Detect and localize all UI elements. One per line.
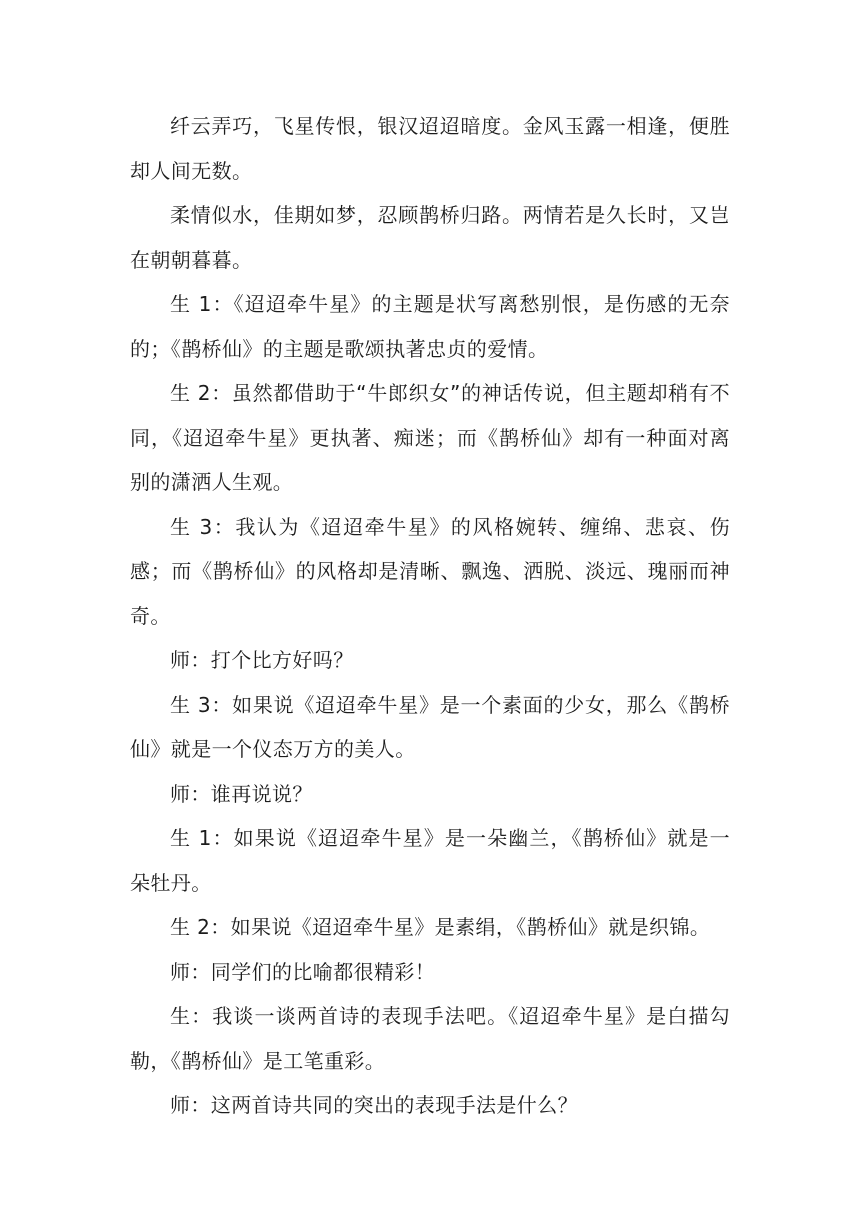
dialogue-paragraph: 生：我谈一谈两首诗的表现手法吧。《迢迢牵牛星》是白描勾勒，《鹊桥仙》是工笔重彩。 <box>130 1004 730 1073</box>
dialogue-paragraph: 生 1：《迢迢牵牛星》的主题是状写离愁别恨，是伤感的无奈的；《鹊桥仙》的主题是歌颂执著忠贞的爱情。 <box>130 292 730 361</box>
dialogue-paragraph: 师：谁再说说？ <box>170 781 313 806</box>
document-body <box>130 104 730 1128</box>
dialogue-paragraph: 生 1：如果说《迢迢牵牛星》是一朵幽兰，《鹊桥仙》就是一朵牡丹。 <box>130 826 730 895</box>
dialogue-paragraph: 生 3：我认为《迢迢牵牛星》的风格婉转、缠绵、悲哀、伤感；而《鹊桥仙》的风格却是清晰、飘逸、洒脱、淡远、瑰丽而神奇。 <box>130 514 730 628</box>
poem-paragraph-2: 柔情似水，佳期如梦，忍顾鹊桥归路。两情若是久长时，又岂在朝朝暮暮。 <box>130 203 730 272</box>
dialogue-paragraph: 生 2：虽然都借助于“牛郎织女”的神话传说，但主题却稍有不同，《迢迢牵牛星》更执著、痴迷；而《鹊桥仙》却有一种面对离别的潇洒人生观。 <box>130 381 730 494</box>
dialogue-paragraph: 生 2：如果说《迢迢牵牛星》是素绢，《鹊桥仙》就是织锦。 <box>170 915 711 939</box>
dialogue-paragraph: 生 3：如果说《迢迢牵牛星》是一个素面的少女，那么《鹊桥仙》就是一个仪态万方的美人。 <box>130 692 730 761</box>
dialogue-paragraph: 师：同学们的比喻都很精彩！ <box>170 959 436 984</box>
poem-paragraph-1: 纤云弄巧，飞星传恨，银汉迢迢暗度。金风玉露一相逢，便胜却人间无数。 <box>130 114 730 183</box>
dialogue-paragraph: 师：打个比方好吗？ <box>170 648 354 672</box>
dialogue-paragraph: 师：这两首诗共同的突出的表现手法是什么？ <box>170 1093 578 1117</box>
